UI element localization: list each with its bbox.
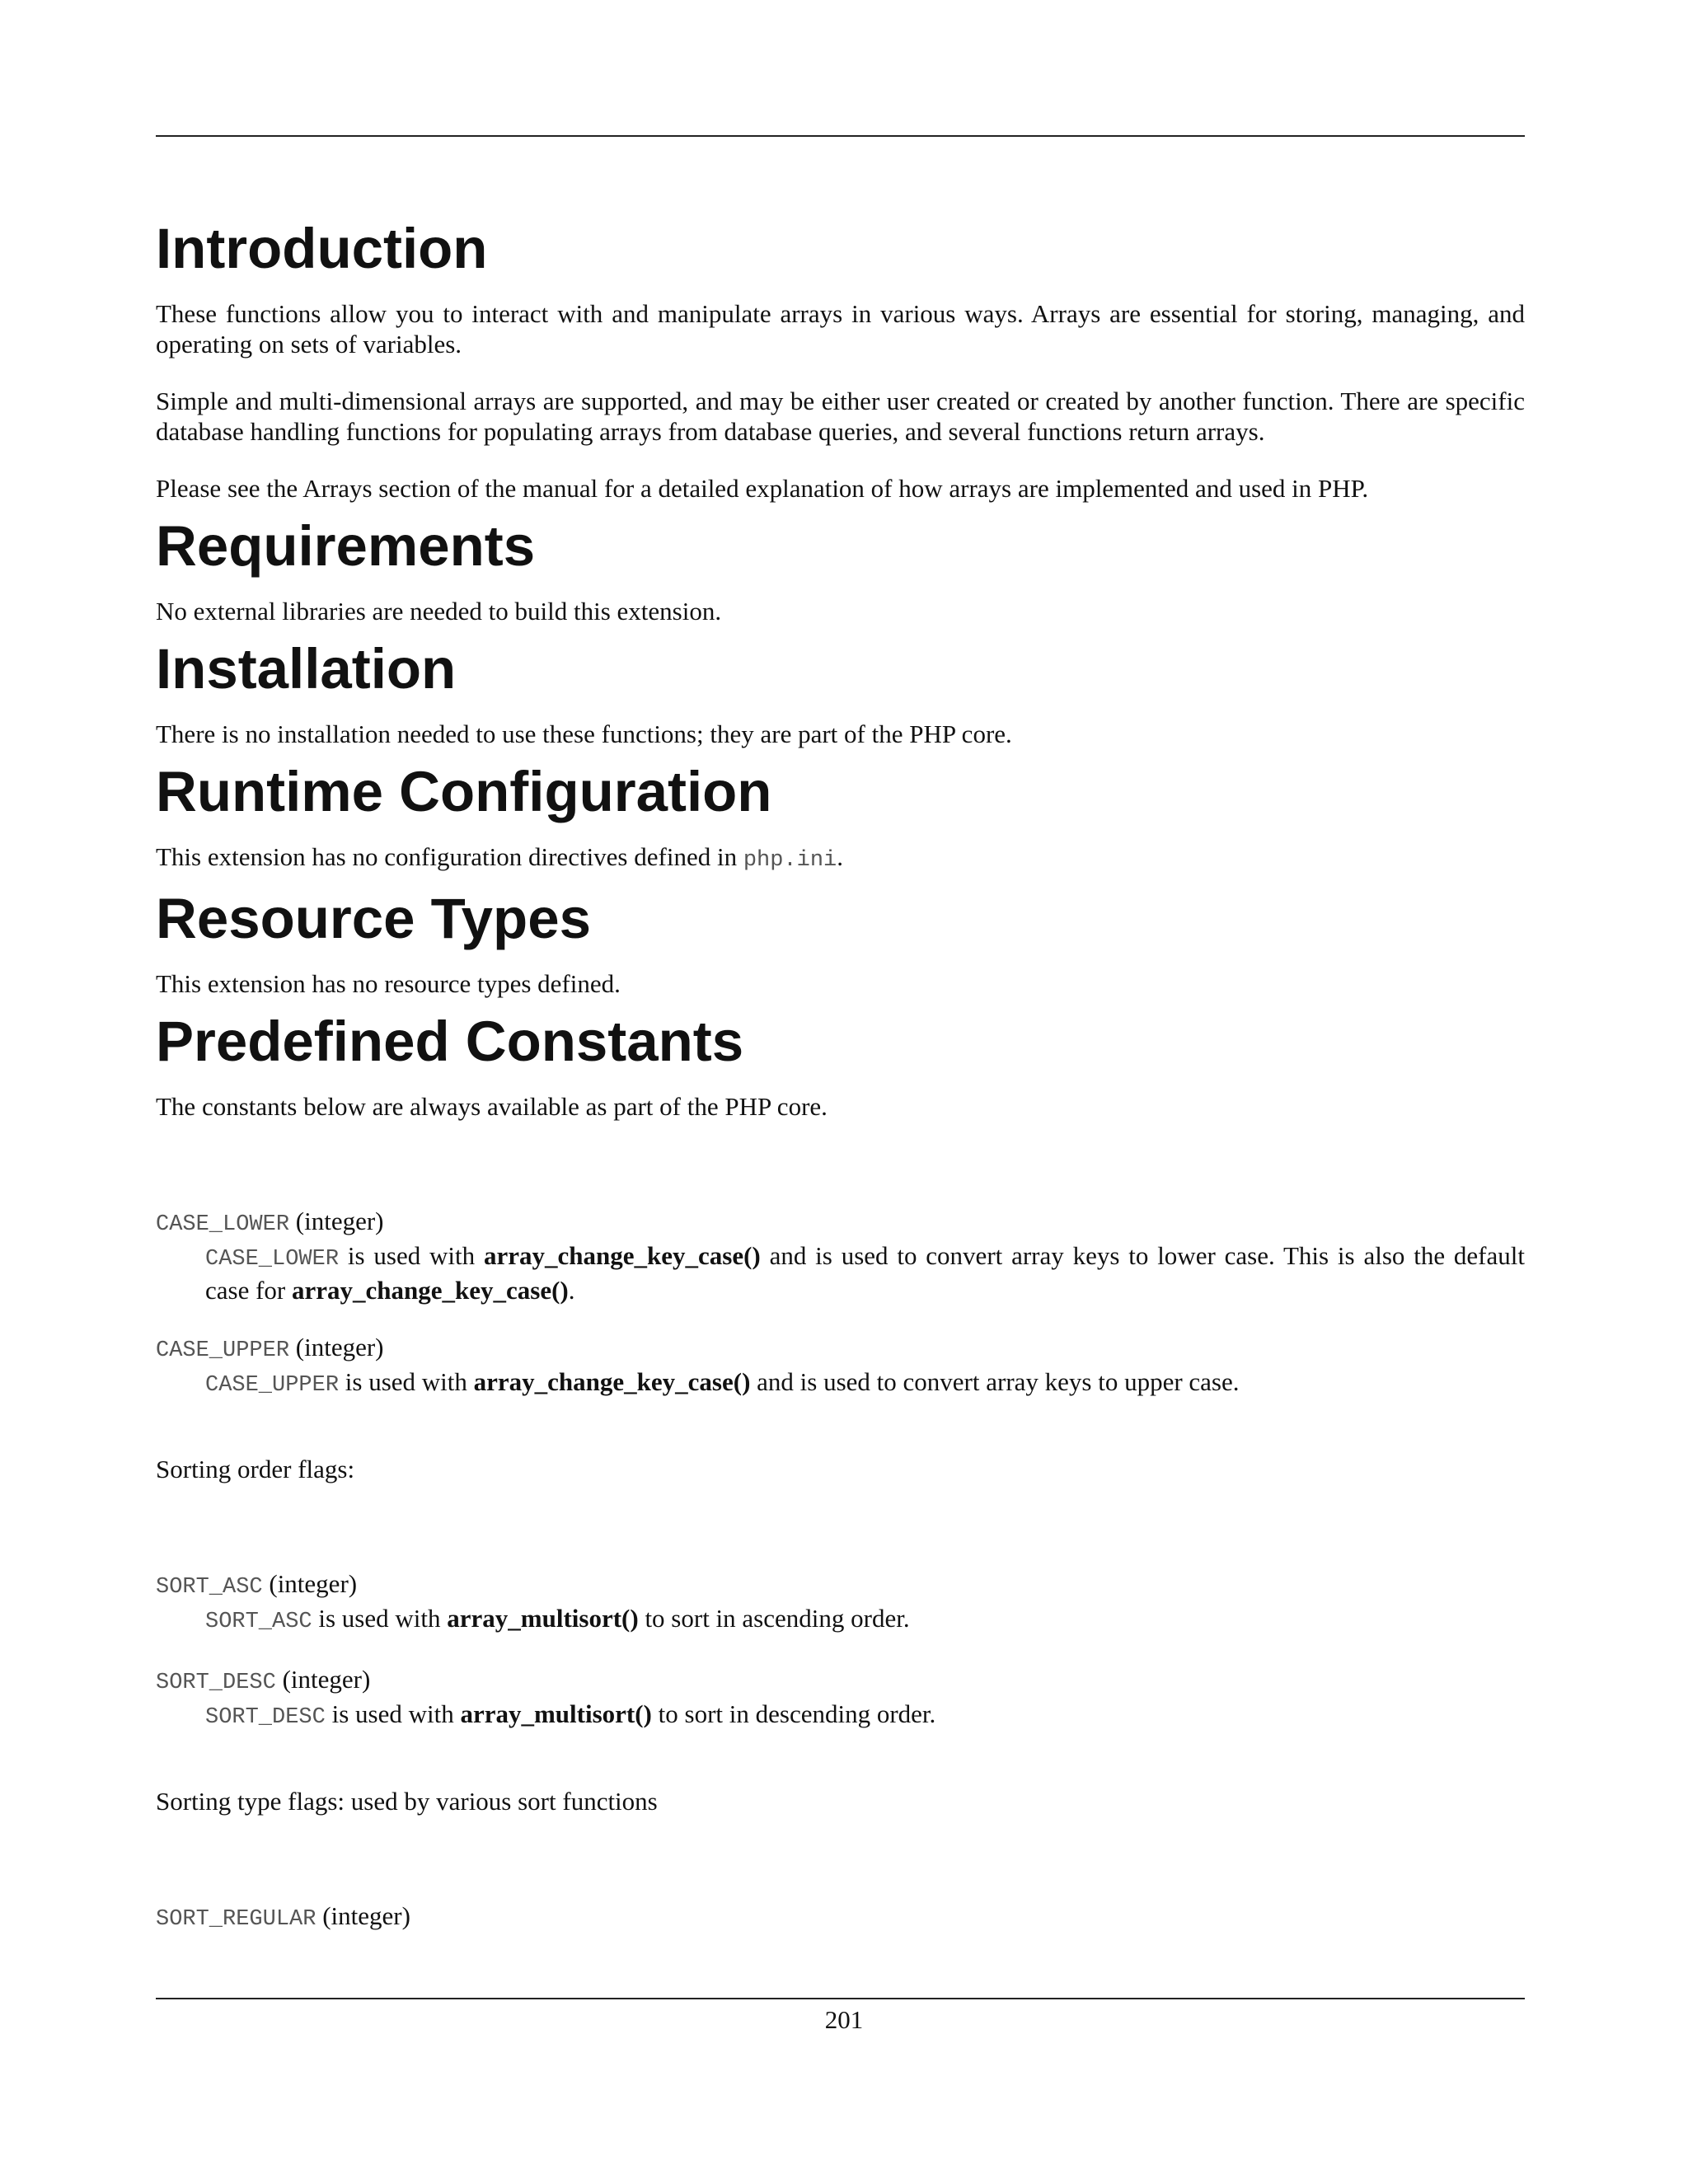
constant-type: (integer) — [289, 1333, 384, 1361]
sorting-type-label: Sorting type flags: used by various sort functions — [156, 1787, 658, 1816]
requirements-paragraph: No external libraries are needed to build this extension. — [156, 597, 722, 626]
constant-definition-case-lower — [156, 1240, 1525, 1305]
constant-term-sort-desc — [156, 1664, 1525, 1699]
constant-type: (integer) — [275, 1665, 371, 1694]
constant-code: CASE_LOWER — [205, 1247, 340, 1272]
function-name: array_change_key_case() — [473, 1367, 751, 1396]
constant-code: CASE_UPPER — [205, 1373, 340, 1398]
intro-paragraph-1: These functions allow you to interact with and manipulate arrays in various ways. Arrays are essential for storing, managing, and operating on sets of variables. — [156, 299, 1525, 359]
definition-text: is used with — [339, 1241, 484, 1270]
definition-text: and is used to convert array keys to upper case. — [750, 1367, 1240, 1396]
intro-paragraph-3: Please see the Arrays section of the manual for a detailed explanation of how arrays are implemented and used in PHP. — [156, 474, 1369, 503]
definition-text: and is used to convert array keys to lower case. This is also the default case for — [205, 1241, 1525, 1305]
function-name: array_multisort() — [447, 1604, 639, 1633]
page-content — [156, 216, 1525, 1935]
page-number: 201 — [824, 2005, 864, 2034]
definition-text: . — [568, 1276, 575, 1305]
heading-requirements: Requirements — [156, 514, 536, 578]
constant-term-sort-regular — [156, 1900, 1525, 1935]
runtime-text-suffix: . — [837, 842, 843, 871]
installation-paragraph: There is no installation needed to use these functions; they are part of the PHP core. — [156, 719, 1012, 748]
constant-name: SORT_REGULAR — [156, 1907, 316, 1932]
constant-definition-sort-desc — [156, 1699, 1525, 1733]
definition-text: to sort in descending order. — [651, 1699, 936, 1728]
runtime-text-prefix: This extension has no configuration directives defined in — [156, 842, 743, 871]
definition-text: is used with — [325, 1699, 461, 1728]
heading-predefined-constants: Predefined Constants — [156, 1010, 744, 1073]
sorting-order-label: Sorting order flags: — [156, 1455, 355, 1483]
intro-paragraph-2: Simple and multi-dimensional arrays are supported, and may be either user created or created by another function. There are specific database handling functions for populating arrays from database queries, and several functions return arrays. — [156, 387, 1525, 446]
constant-type: (integer) — [262, 1569, 358, 1598]
constant-type: (integer) — [289, 1207, 384, 1235]
definition-text: is used with — [312, 1604, 448, 1633]
resource-paragraph: This extension has no resource types defined. — [156, 969, 621, 998]
header-rule — [156, 135, 1525, 137]
heading-runtime-configuration: Runtime Configuration — [156, 760, 772, 823]
definition-text: to sort in ascending order. — [638, 1604, 910, 1633]
constants-intro-paragraph: The constants below are always available as part of the PHP core. — [156, 1092, 828, 1121]
heading-resource-types: Resource Types — [156, 887, 591, 950]
constant-code: SORT_DESC — [205, 1705, 326, 1730]
definition-text: is used with — [339, 1367, 474, 1396]
function-name: array_change_key_case() — [484, 1241, 761, 1270]
constant-name: CASE_UPPER — [156, 1338, 290, 1363]
constant-definition-sort-asc — [156, 1603, 1525, 1638]
constant-name: SORT_DESC — [156, 1671, 276, 1695]
constant-term-case-lower — [156, 1206, 1525, 1240]
function-name: array_multisort() — [460, 1699, 652, 1728]
constant-term-case-upper — [156, 1332, 1525, 1366]
constant-name: SORT_ASC — [156, 1575, 263, 1600]
footer-rule — [156, 1998, 1525, 1999]
heading-installation: Installation — [156, 637, 457, 701]
php-ini-code: php.ini — [743, 848, 837, 873]
constant-name: CASE_LOWER — [156, 1212, 290, 1237]
constant-term-sort-asc — [156, 1568, 1525, 1603]
constant-code: SORT_ASC — [205, 1610, 312, 1634]
constant-type: (integer) — [316, 1901, 410, 1930]
function-name: array_change_key_case() — [292, 1276, 569, 1305]
constant-definition-case-upper — [156, 1366, 1525, 1401]
runtime-paragraph — [156, 841, 1525, 876]
heading-introduction: Introduction — [156, 217, 488, 280]
